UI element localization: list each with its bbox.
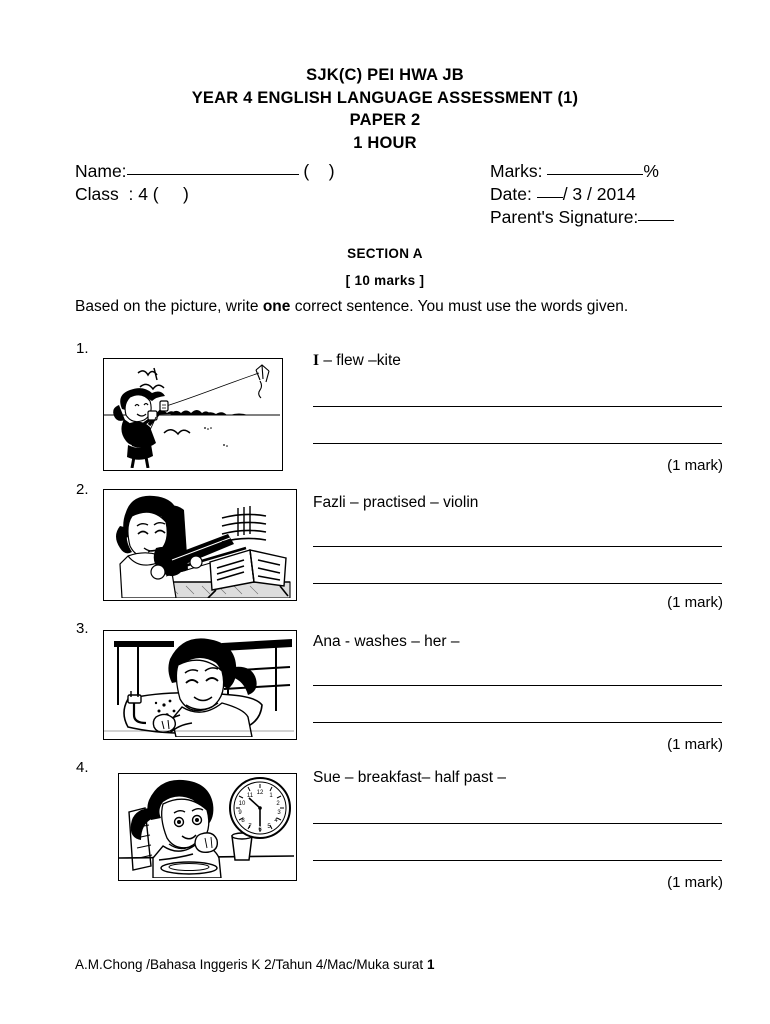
document-header — [0, 64, 770, 154]
svg-text:9: 9 — [238, 810, 242, 816]
info-row-signature — [75, 206, 735, 229]
footer-page-number: 1 — [426, 957, 435, 972]
header-line-paper: PAPER 2 — [349, 111, 421, 129]
footer-text: A.M.Chong /Bahasa Inggeris K 2/Tahun 4/Mac/Muka surat — [75, 957, 427, 972]
question-4-mark-label: (1 mark) — [667, 874, 723, 891]
section-title: SECTION A — [347, 246, 423, 261]
question-1-prompt-rest: – flew –kite — [319, 352, 401, 369]
svg-text:3: 3 — [277, 810, 281, 816]
instruction-text-bold: one — [262, 298, 291, 315]
name-input-rule[interactable] — [127, 174, 299, 175]
svg-text:11: 11 — [246, 793, 254, 799]
question-1-mark-label: (1 mark) — [667, 457, 723, 474]
question-1-prompt-prefix: I — [313, 352, 320, 369]
marks-input-rule[interactable] — [547, 174, 643, 175]
question-2-answer-line-1[interactable] — [313, 546, 722, 547]
svg-text:1: 1 — [269, 793, 273, 799]
question-3-answer-line-1[interactable] — [313, 685, 722, 686]
svg-text:7: 7 — [248, 824, 252, 830]
question-1-answer-line-1[interactable] — [313, 406, 722, 407]
name-index-bracket: ( ) — [303, 161, 335, 181]
name-field-group — [75, 160, 490, 183]
info-row-class-date — [75, 183, 735, 206]
question-4-number: 4. — [76, 759, 89, 776]
svg-text:5: 5 — [267, 824, 271, 830]
svg-text:8: 8 — [241, 818, 245, 824]
question-2-prompt — [313, 494, 478, 512]
marks-label: Marks: — [490, 161, 543, 181]
name-label: Name: — [75, 161, 127, 181]
svg-text:2: 2 — [276, 801, 280, 807]
question-1-picture — [103, 358, 283, 471]
question-1-prompt — [313, 352, 401, 370]
question-3-number: 3. — [76, 620, 89, 637]
instruction-text-after: correct sentence. You must use the words given. — [290, 298, 629, 315]
section-marks: [ 10 marks ] — [345, 273, 425, 288]
question-3-mark-label: (1 mark) — [667, 736, 723, 753]
question-2-picture — [103, 489, 297, 601]
student-info-block — [75, 160, 735, 229]
class-field-group — [75, 183, 490, 206]
parent-signature-rule[interactable] — [638, 220, 674, 221]
question-2-prompt-rest: Fazli – practised – violin — [313, 494, 479, 511]
question-4-prompt — [313, 769, 506, 787]
parent-signature-label: Parent's Signature: — [490, 207, 639, 227]
svg-text:6: 6 — [258, 827, 262, 833]
class-label[interactable]: Class : 4 ( ) — [75, 184, 189, 204]
header-line-duration: 1 HOUR — [353, 133, 417, 152]
girl-washing-hands-at-sink-icon — [104, 631, 294, 737]
marks-percent-symbol: % — [643, 161, 659, 181]
info-row-name-marks — [75, 160, 735, 183]
header-line-school: SJK(C) PEI HWA JB — [306, 66, 464, 84]
date-month-year: / 3 / 2014 — [562, 184, 636, 204]
question-3-prompt-rest: Ana - washes – her – — [313, 633, 460, 650]
date-label: Date: — [490, 184, 532, 204]
date-field-group — [490, 183, 735, 206]
date-day-rule[interactable] — [537, 197, 563, 198]
child-playing-violin-with-music-stand-icon — [104, 490, 294, 598]
header-line-assessment: YEAR 4 ENGLISH LANGUAGE ASSESSMENT (1) — [191, 88, 579, 107]
question-3-answer-line-2[interactable] — [313, 722, 722, 723]
svg-text:4: 4 — [274, 818, 278, 824]
question-1-answer-line-2[interactable] — [313, 443, 722, 444]
question-1-number: 1. — [76, 340, 89, 357]
section-instruction — [75, 298, 735, 316]
girl-eating-breakfast-with-wall-clock-icon — [119, 774, 294, 878]
question-2-number: 2. — [76, 481, 89, 498]
question-4-prompt-rest: Sue – breakfast– half past – — [313, 769, 507, 786]
page-footer — [75, 957, 434, 972]
question-2-answer-line-2[interactable] — [313, 583, 722, 584]
question-2-mark-label: (1 mark) — [667, 594, 723, 611]
marks-field-group — [490, 160, 735, 183]
svg-text:12: 12 — [256, 790, 264, 796]
svg-text:10: 10 — [238, 801, 246, 807]
girl-flying-kite-at-beach-icon — [104, 359, 280, 468]
question-4-picture — [118, 773, 297, 881]
question-3-picture — [103, 630, 297, 740]
question-4-answer-line-2[interactable] — [313, 860, 722, 861]
question-4-answer-line-1[interactable] — [313, 823, 722, 824]
signature-field-group — [490, 206, 735, 229]
question-3-prompt — [313, 633, 459, 651]
instruction-text-before: Based on the picture, write — [75, 298, 263, 315]
